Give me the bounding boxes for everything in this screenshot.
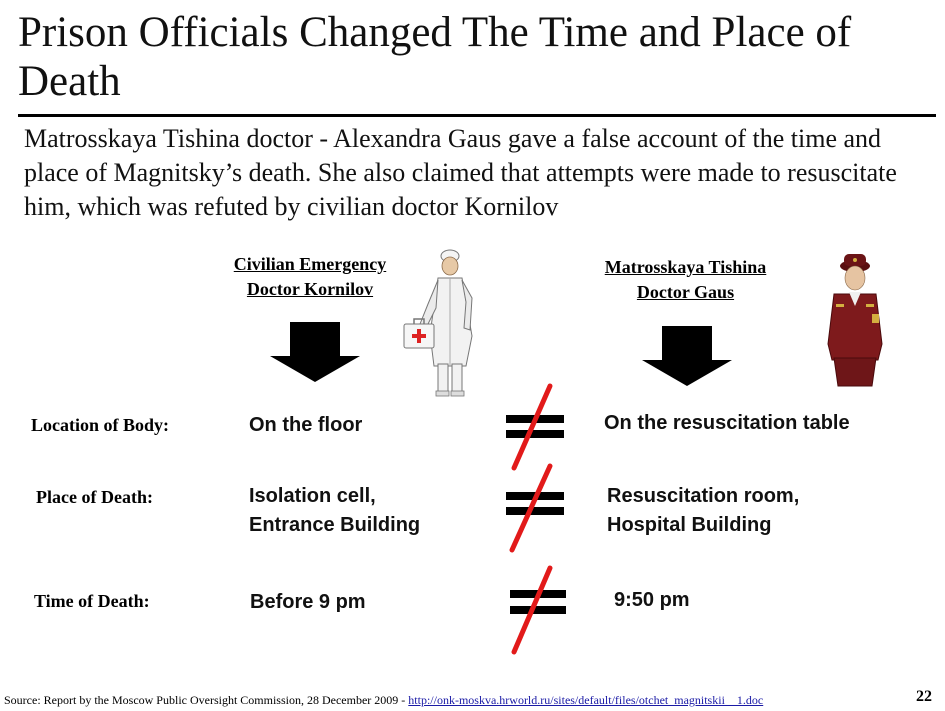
- right-heading-line-1: Matrosskaya Tishina: [604, 257, 767, 277]
- not-equal-icon: [500, 562, 570, 656]
- right-value-time: [614, 586, 690, 615]
- source-text: Source: Report by the Moscow Public Oversight Commission, 28 December 2009 -: [4, 693, 409, 707]
- right-heading-line-2: Doctor Gaus: [636, 282, 735, 302]
- row-label-location: Location of Body:: [31, 415, 170, 435]
- slide-title: Prison Officials Changed The Time and Place of Death: [18, 9, 852, 105]
- right-heading: [578, 255, 793, 305]
- right-value-place: [607, 482, 799, 540]
- left-value-place-line-2: Entrance Building: [249, 514, 421, 536]
- left-heading-line-2: Doctor Kornilov: [246, 279, 374, 299]
- not-equal-icon: [500, 462, 570, 554]
- right-down-arrow-icon: [638, 322, 734, 388]
- right-value-place-line-1: Resuscitation room,: [607, 485, 800, 507]
- left-heading-line-1: Civilian Emergency: [233, 254, 387, 274]
- title-divider: [18, 114, 936, 117]
- source-citation: [4, 693, 763, 708]
- right-value-location: [604, 409, 850, 438]
- left-down-arrow-icon: [266, 318, 362, 384]
- row-label-time: Time of Death:: [34, 591, 150, 611]
- left-value-location: [249, 411, 362, 440]
- right-value-location-line: On the resuscitation table: [604, 412, 850, 434]
- page-number: 22: [916, 688, 932, 705]
- left-value-place-line-1: Isolation cell,: [249, 485, 376, 507]
- source-link[interactable]: http://onk-moskva.hrworld.ru/sites/default/files/otchet_magnitskii__1.doc: [408, 693, 764, 707]
- left-value-place: [249, 482, 420, 540]
- right-value-time-line: 9:50 pm: [614, 589, 690, 611]
- not-equal-icon: [500, 380, 570, 472]
- uniformed-officer-icon: [822, 252, 888, 390]
- left-value-time: [250, 588, 366, 617]
- intro-paragraph: Matrosskaya Tishina doctor - Alexandra Gaus gave a false account of the time and place of Magnitsky’s death. She also claimed that attempts were made to resuscitate him, which was refuted by civilian doctor Kornilov: [24, 124, 897, 221]
- right-value-place-line-2: Hospital Building: [607, 514, 772, 536]
- left-value-location-line: On the floor: [249, 414, 363, 436]
- left-value-time-line: Before 9 pm: [250, 591, 366, 613]
- doctor-with-medical-bag-icon: [400, 248, 490, 400]
- left-heading: [205, 252, 415, 302]
- row-label-place: Place of Death:: [36, 487, 153, 507]
